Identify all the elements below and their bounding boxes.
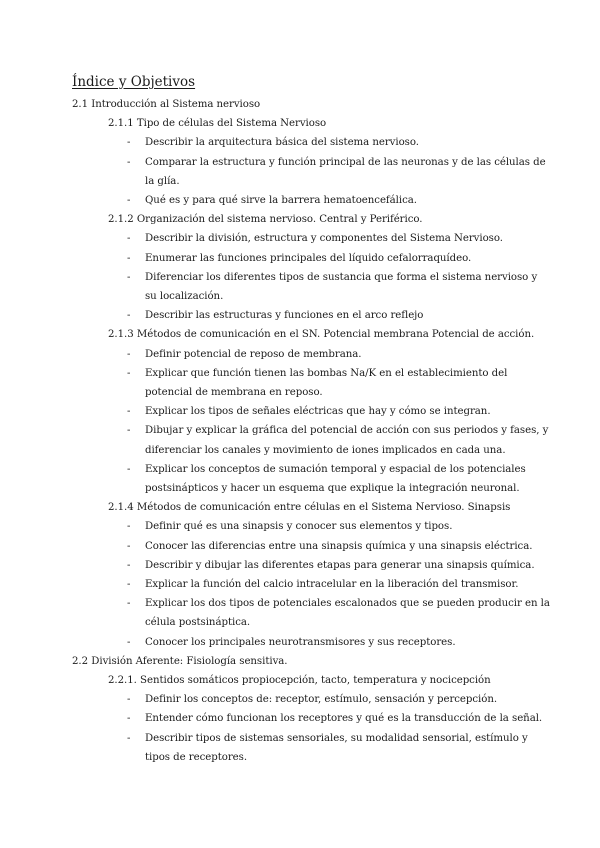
section-heading: 2.2 División Aferente: Fisiología sensitiva.: [72, 655, 288, 667]
objective-item: Definir qué es una sinapsis y conocer sus elementos y tipos.: [145, 521, 453, 533]
subsection-heading: 2.1.1 Tipo de células del Sistema Nervioso: [108, 118, 327, 130]
bullet-dash: -: [127, 406, 131, 418]
bullet-dash: -: [127, 636, 131, 648]
bullet-dash: -: [127, 713, 131, 725]
bullet-dash: -: [127, 463, 131, 475]
objective-item: Explicar los conceptos de sumación temporal y espacial de los potenciales: [145, 463, 526, 475]
bullet-dash: -: [127, 233, 131, 245]
objective-item: Explicar los tipos de señales eléctricas que hay y cómo se integran.: [145, 406, 491, 418]
objective-item: Comparar la estructura y función principal de las neuronas y de las células de: [145, 156, 546, 168]
objective-item: Describir las estructuras y funciones en el arco reflejo: [145, 310, 424, 322]
bullet-dash: -: [127, 195, 131, 206]
objective-item: Qué es y para qué sirve la barrera hematoencefálica.: [145, 195, 417, 206]
objective-item-continuation: su localización.: [145, 291, 224, 302]
bullet-dash: -: [127, 521, 131, 533]
bullet-dash: -: [127, 732, 131, 744]
bullet-dash: -: [127, 598, 131, 610]
section-heading: 2.1 Introducción al Sistema nervioso: [72, 99, 261, 110]
objective-item-continuation: postsinápticos y hacer un esquema que explique la integración neuronal.: [145, 483, 520, 494]
subsection-heading: 2.1.3 Métodos de comunicación en el SN. Potencial membrana Potencial de acción.: [108, 329, 535, 341]
objective-item: Diferenciar los diferentes tipos de sustancia que forma el sistema nervioso y: [145, 271, 538, 283]
objective-item-continuation: célula postsináptica.: [145, 617, 251, 629]
bullet-dash: -: [127, 348, 131, 360]
objective-item: Definir potencial de reposo de membrana.: [145, 348, 362, 360]
bullet-dash: -: [127, 252, 131, 264]
bullet-dash: -: [127, 310, 131, 322]
objective-item-continuation: tipos de receptores.: [145, 751, 248, 763]
objective-item: Conocer las diferencias entre una sinapsis química y una sinapsis eléctrica.: [145, 540, 533, 552]
objective-item: Explicar los dos tipos de potenciales escalonados que se pueden producir en la: [145, 598, 550, 610]
objective-item-continuation: la glía.: [145, 175, 180, 187]
bullet-dash: -: [127, 579, 131, 590]
bullet-dash: -: [127, 694, 131, 706]
objective-item: Describir y dibujar las diferentes etapas para generar una sinapsis química.: [145, 559, 535, 571]
objective-item: Explicar la función del calcio intracelular en la liberación del transmisor.: [145, 579, 519, 590]
objective-item: Describir la división, estructura y componentes del Sistema Nervioso.: [145, 233, 503, 245]
bullet-dash: -: [127, 540, 131, 552]
bullet-dash: -: [127, 271, 131, 283]
objective-item-continuation: diferenciar los canales y movimiento de iones implicados en cada una.: [145, 444, 506, 456]
subsection-heading: 2.1.2 Organización del sistema nervioso. Central y Periférico.: [108, 214, 423, 226]
page-title: Índice y Objetivos: [72, 74, 196, 90]
objective-item: Entender cómo funcionan los receptores y qué es la transducción de la señal.: [145, 713, 543, 725]
objective-item: Describir tipos de sistemas sensoriales, su modalidad sensorial, estímulo y: [145, 732, 528, 744]
bullet-dash: -: [127, 425, 131, 437]
objective-item: Conocer los principales neurotransmisores y sus receptores.: [145, 636, 456, 648]
bullet-dash: -: [127, 367, 131, 379]
objective-item: Definir los conceptos de: receptor, estímulo, sensación y percepción.: [145, 694, 498, 706]
objective-item-continuation: potencial de membrana en reposo.: [145, 387, 323, 398]
objective-item: Enumerar las funciones principales del líquido cefalorraquídeo.: [145, 252, 472, 264]
subsection-heading: 2.2.1. Sentidos somáticos propiocepción, tacto, temperatura y nocicepción: [108, 675, 491, 686]
bullet-dash: -: [127, 559, 131, 571]
objective-item: Describir la arquitectura básica del sistema nervioso.: [145, 137, 419, 149]
subsection-heading: 2.1.4 Métodos de comunicación entre células en el Sistema Nervioso. Sinapsis: [108, 502, 511, 514]
bullet-dash: -: [127, 156, 131, 168]
objective-item: Explicar que función tienen las bombas Na/K en el establecimiento del: [145, 367, 508, 379]
bullet-dash: -: [127, 137, 131, 149]
objective-item: Dibujar y explicar la gráfica del potencial de acción con sus periodos y fases, y: [145, 425, 549, 437]
